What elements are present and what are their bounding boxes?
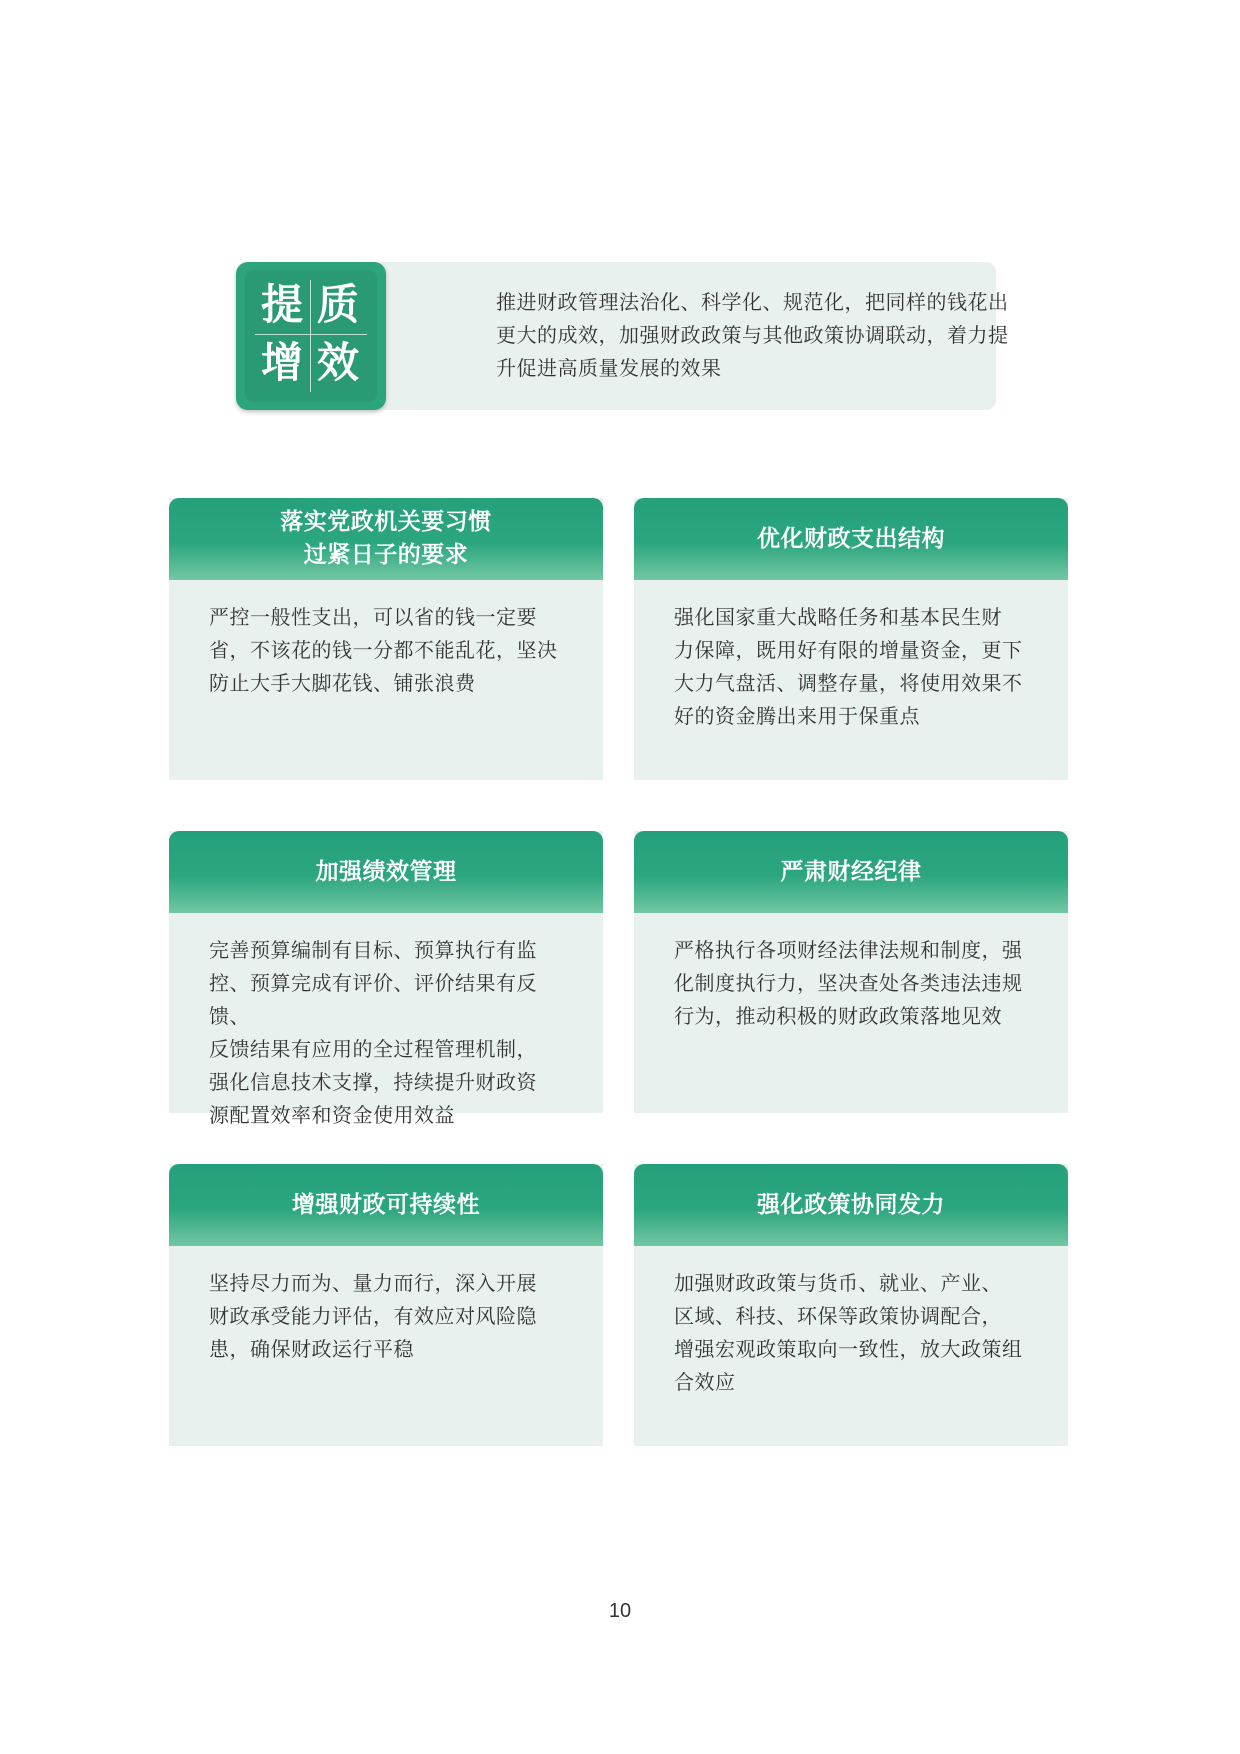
card-title [292, 1189, 480, 1222]
card-header [634, 1164, 1068, 1246]
card-body-line: 防止大手大脚花钱、铺张浪费 [209, 671, 476, 695]
card-frugal-spending [169, 498, 603, 780]
card-body-line: 省，不该花的钱一分都不能乱花，坚决 [209, 638, 558, 662]
card-title [757, 1189, 945, 1222]
card-body [674, 934, 1038, 1033]
card-header [634, 831, 1068, 913]
card-title-line: 落实党政机关要习惯 [280, 509, 492, 535]
card-title-line: 严肃财经纪律 [780, 858, 922, 885]
card-body-line: 患，确保财政运行平稳 [209, 1337, 414, 1361]
card-body-line: 大力气盘活、调整存量，将使用效果不 [674, 671, 1023, 695]
card-body-line: 加强财政政策与货币、就业、产业、 [674, 1271, 1002, 1295]
badge-char: 增 [260, 338, 303, 387]
card-title-line: 强化政策协同发力 [757, 1191, 945, 1218]
card-header [169, 498, 603, 580]
intro-line: 推进财政管理法治化、科学化、规范化，把同样的钱花出 [496, 290, 1009, 314]
card-fiscal-sustainability [169, 1164, 603, 1446]
card-header [634, 498, 1068, 580]
card-title-line: 加强绩效管理 [315, 858, 457, 885]
card-body-line: 化制度执行力，坚决查处各类违法违规 [674, 971, 1023, 995]
card-body-line: 力保障，既用好有限的增量资金，更下 [674, 638, 1023, 662]
card-body-line: 严控一般性支出，可以省的钱一定要 [209, 605, 537, 629]
card-body-line: 区域、科技、环保等政策协调配合， [674, 1304, 1002, 1328]
card-body-line: 行为，推动积极的财政政策落地见效 [674, 1004, 1002, 1028]
card-body [209, 1267, 573, 1366]
badge-char: 提 [260, 280, 303, 329]
card-title-line: 过紧日子的要求 [303, 542, 469, 568]
card-body-line: 强化信息技术支撑，持续提升财政资 [209, 1070, 537, 1094]
card-body [209, 601, 573, 700]
card-body-line: 合效应 [674, 1370, 736, 1394]
card-performance-management [169, 831, 603, 1127]
badge-char: 质 [316, 280, 359, 329]
card-spending-structure [634, 498, 1068, 780]
card-body-line: 坚持尽力而为、量力而行，深入开展 [209, 1271, 537, 1295]
card-title [280, 506, 492, 572]
card-header [169, 831, 603, 913]
card-header [169, 1164, 603, 1246]
card-body-line: 源配置效率和资金使用效益 [209, 1103, 455, 1127]
card-body [209, 934, 573, 1132]
card-body-line: 控、预算完成有评价、评价结果有反馈、 [209, 971, 537, 1028]
card-title-line: 增强财政可持续性 [292, 1191, 480, 1218]
card-body-line: 严格执行各项财经法律法规和制度，强 [674, 938, 1023, 962]
intro-line: 升促进高质量发展的效果 [496, 356, 722, 380]
badge-char: 效 [316, 338, 359, 387]
card-title-line: 优化财政支出结构 [757, 525, 945, 552]
card-body-line: 完善预算编制有目标、预算执行有监 [209, 938, 537, 962]
card-body [674, 601, 1038, 733]
card-body-line: 强化国家重大战略任务和基本民生财 [674, 605, 1002, 629]
card-body-line: 财政承受能力评估，有效应对风险隐 [209, 1304, 537, 1328]
card-financial-discipline [634, 831, 1068, 1113]
card-body-line: 好的资金腾出来用于保重点 [674, 704, 920, 728]
page-number: 10 [608, 1600, 632, 1622]
intro-line: 更大的成效，加强财政政策与其他政策协调联动，着力提 [496, 323, 1009, 347]
card-policy-coordination [634, 1164, 1068, 1446]
card-title [316, 856, 457, 889]
card-body-line: 反馈结果有应用的全过程管理机制， [209, 1037, 537, 1061]
card-title [781, 856, 922, 889]
card-title [757, 523, 945, 556]
card-body-line: 增强宏观政策取向一致性，放大政策组 [674, 1337, 1023, 1361]
card-body [674, 1267, 1038, 1399]
